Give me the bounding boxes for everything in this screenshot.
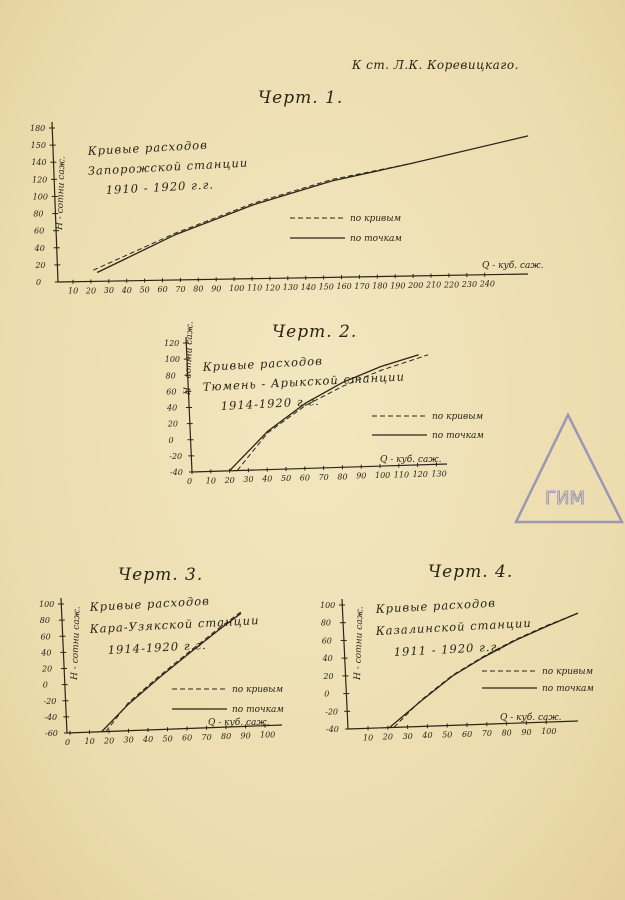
x-tick-label: 60 (182, 733, 193, 743)
chart-title-line: Кривые расходов (375, 595, 497, 616)
y-tick-label: -20 (43, 696, 57, 706)
y-tick-label: 150 (30, 141, 46, 151)
x-tick-label: 30 (243, 475, 254, 485)
x-tick-label: 180 (372, 281, 388, 291)
x-tick-label: 30 (123, 735, 134, 745)
x-tick-label: 70 (318, 472, 329, 482)
x-tick-label: 170 (354, 281, 370, 291)
x-tick-label: 120 (412, 469, 428, 479)
x-axis-label: Q - куб. саж. (482, 261, 544, 271)
y-tick-label: 120 (32, 175, 48, 185)
y-tick-label: -20 (169, 451, 183, 461)
figure-label-2: Черт. 2. (272, 322, 358, 342)
x-tick-label: 90 (240, 731, 251, 741)
legend-label: по кривым (232, 685, 284, 695)
x-tick-label: 0 (187, 477, 193, 486)
chart-title-line: Кривые расходов (87, 137, 209, 158)
x-tick-label: 20 (224, 475, 235, 485)
legend-label: по кривым (432, 412, 484, 422)
y-tick-label: 100 (164, 355, 181, 365)
legend-label: по точкам (432, 431, 484, 441)
y-tick-label: 20 (167, 419, 178, 429)
chart-title-line: Казалинской станции (375, 615, 533, 638)
x-tick-label: 60 (462, 729, 473, 739)
author-note: К ст. Л.К. Коревицкаго. (352, 58, 519, 72)
figure-label-4: Черт. 4. (428, 562, 514, 582)
x-tick-label: 60 (299, 473, 310, 483)
y-tick-label: 0 (42, 680, 48, 690)
x-tick-label: 30 (402, 731, 413, 741)
x-tick-label: 50 (139, 285, 150, 295)
x-tick-label: 40 (121, 285, 132, 295)
x-tick-label: 70 (175, 284, 186, 294)
legend-label: по точкам (350, 234, 402, 244)
y-tick-label: 140 (31, 158, 47, 168)
y-tick-label: 20 (323, 671, 334, 681)
x-tick-label: 110 (393, 470, 410, 480)
y-tick-label: 40 (41, 648, 52, 658)
x-tick-label: 130 (431, 469, 447, 479)
x-tick-label: 90 (211, 284, 222, 294)
x-tick-label: 160 (336, 282, 352, 292)
chart-title-line: 1910 - 1920 г.г. (105, 177, 215, 198)
x-tick-label: 140 (300, 282, 316, 292)
y-tick-label: 40 (34, 243, 45, 253)
stamp-text: ГИМ (545, 488, 585, 509)
chart-3 (39, 594, 284, 747)
chart-4 (320, 596, 594, 743)
x-tick-label: 210 (426, 280, 442, 290)
x-tick-label: 80 (337, 472, 348, 482)
x-tick-label: 230 (461, 280, 478, 290)
y-tick-label: 20 (35, 260, 46, 270)
x-tick-label: 200 (408, 280, 424, 290)
y-tick-label: 80 (320, 618, 332, 628)
y-tick-label: 60 (321, 636, 332, 646)
y-tick-label: 0 (324, 689, 330, 699)
x-tick-label: 90 (356, 471, 367, 481)
y-tick-label: 120 (164, 339, 180, 348)
y-tick-label: 60 (166, 387, 177, 397)
chart-2 (164, 321, 484, 486)
x-tick-label: 150 (318, 282, 334, 292)
y-tick-label: 100 (39, 600, 55, 609)
x-tick-label: 80 (501, 728, 512, 738)
chart-title-line: Кривые расходов (202, 353, 324, 374)
x-tick-label: 90 (521, 727, 532, 737)
x-tick-label: 60 (157, 285, 168, 295)
y-tick-label: -60 (45, 729, 58, 738)
y-tick-label: -40 (44, 712, 58, 722)
x-tick-label: 190 (390, 281, 406, 291)
y-axis-label: H - сотни саж. (55, 156, 68, 231)
figure-label-1: Черт. 1. (258, 88, 344, 108)
chart-title-line: 1914-1920 г.г. (107, 637, 208, 658)
x-axis-label: Q - куб. саж. (380, 455, 442, 465)
y-tick-label: -40 (170, 468, 183, 477)
y-tick-label: 0 (36, 278, 42, 287)
y-axis-label: H - сотни саж. (70, 606, 83, 681)
x-tick-label: 50 (162, 734, 173, 744)
x-tick-label: 100 (541, 727, 557, 737)
y-axis-label: H - сотни саж. (183, 321, 196, 396)
x-tick-label: 80 (193, 284, 204, 294)
y-tick-label: 100 (32, 192, 48, 202)
x-tick-label: 20 (104, 736, 115, 746)
x-tick-label: 70 (201, 732, 212, 742)
series-line-2 (97, 136, 528, 273)
y-axis (342, 599, 348, 729)
y-tick-label: 60 (40, 632, 51, 642)
y-tick-label: 60 (34, 226, 45, 236)
x-axis-label: Q - куб. саж. (208, 718, 270, 728)
y-tick-label: 100 (320, 601, 336, 610)
chart-title-line: 1914-1920 г.г. (220, 393, 321, 414)
x-tick-label: 100 (229, 284, 245, 294)
x-tick-label: 100 (375, 471, 391, 481)
x-tick-label: 50 (281, 474, 292, 484)
x-tick-label: 20 (85, 286, 97, 296)
y-tick-label: 40 (167, 403, 178, 413)
y-tick-label: 0 (168, 435, 174, 445)
legend-label: по точкам (542, 684, 594, 694)
y-tick-label: 80 (165, 371, 176, 381)
x-tick-label: 0 (65, 737, 71, 747)
x-tick-label: 80 (221, 732, 232, 742)
y-tick-label: 40 (322, 654, 333, 664)
legend-label: по точкам (232, 705, 284, 715)
x-tick-label: 10 (68, 286, 79, 296)
y-tick-label: -40 (326, 725, 339, 734)
x-tick-label: 40 (422, 731, 433, 741)
x-axis-label: Q - куб. саж. (500, 713, 562, 723)
legend-label: по кривым (542, 667, 594, 677)
x-tick-label: 50 (442, 730, 453, 740)
chart-title-line: Запорожской станции (87, 155, 249, 178)
y-tick-label: 80 (39, 616, 50, 626)
x-tick-label: 120 (264, 283, 281, 293)
y-tick-label: 20 (42, 664, 53, 674)
x-tick-label: 10 (205, 476, 216, 486)
x-tick-label: 30 (103, 286, 114, 296)
y-axis-label: H - сотни саж. (353, 606, 366, 681)
x-tick-label: 110 (247, 283, 263, 293)
chart-title-line: Кара-Узякской станции (89, 613, 260, 636)
x-tick-label: 10 (363, 733, 374, 743)
x-tick-label: 40 (143, 734, 154, 744)
chart-title-line: Кривые расходов (89, 593, 211, 614)
y-axis (61, 598, 67, 733)
x-tick-label: 10 (84, 737, 95, 747)
x-tick-label: 100 (260, 730, 276, 740)
museum-stamp (516, 415, 622, 522)
figure-label-3: Черт. 3. (118, 565, 204, 585)
x-tick-label: 220 (443, 280, 460, 290)
x-tick-label: 40 (262, 474, 273, 484)
legend-label: по кривым (350, 214, 402, 224)
x-tick-label: 20 (382, 732, 393, 742)
chart-1 (30, 122, 544, 296)
y-tick-label: 80 (33, 209, 44, 219)
x-tick-label: 130 (282, 283, 299, 293)
x-tick-label: 70 (481, 729, 492, 739)
chart-title-line: Тюмень - Арыкской станции (202, 369, 406, 394)
chart-title-line: 1911 - 1920 г.г. (393, 639, 503, 660)
x-tick-label: 240 (479, 279, 495, 289)
y-tick-label: -20 (325, 707, 339, 717)
y-tick-label: 180 (30, 124, 46, 133)
